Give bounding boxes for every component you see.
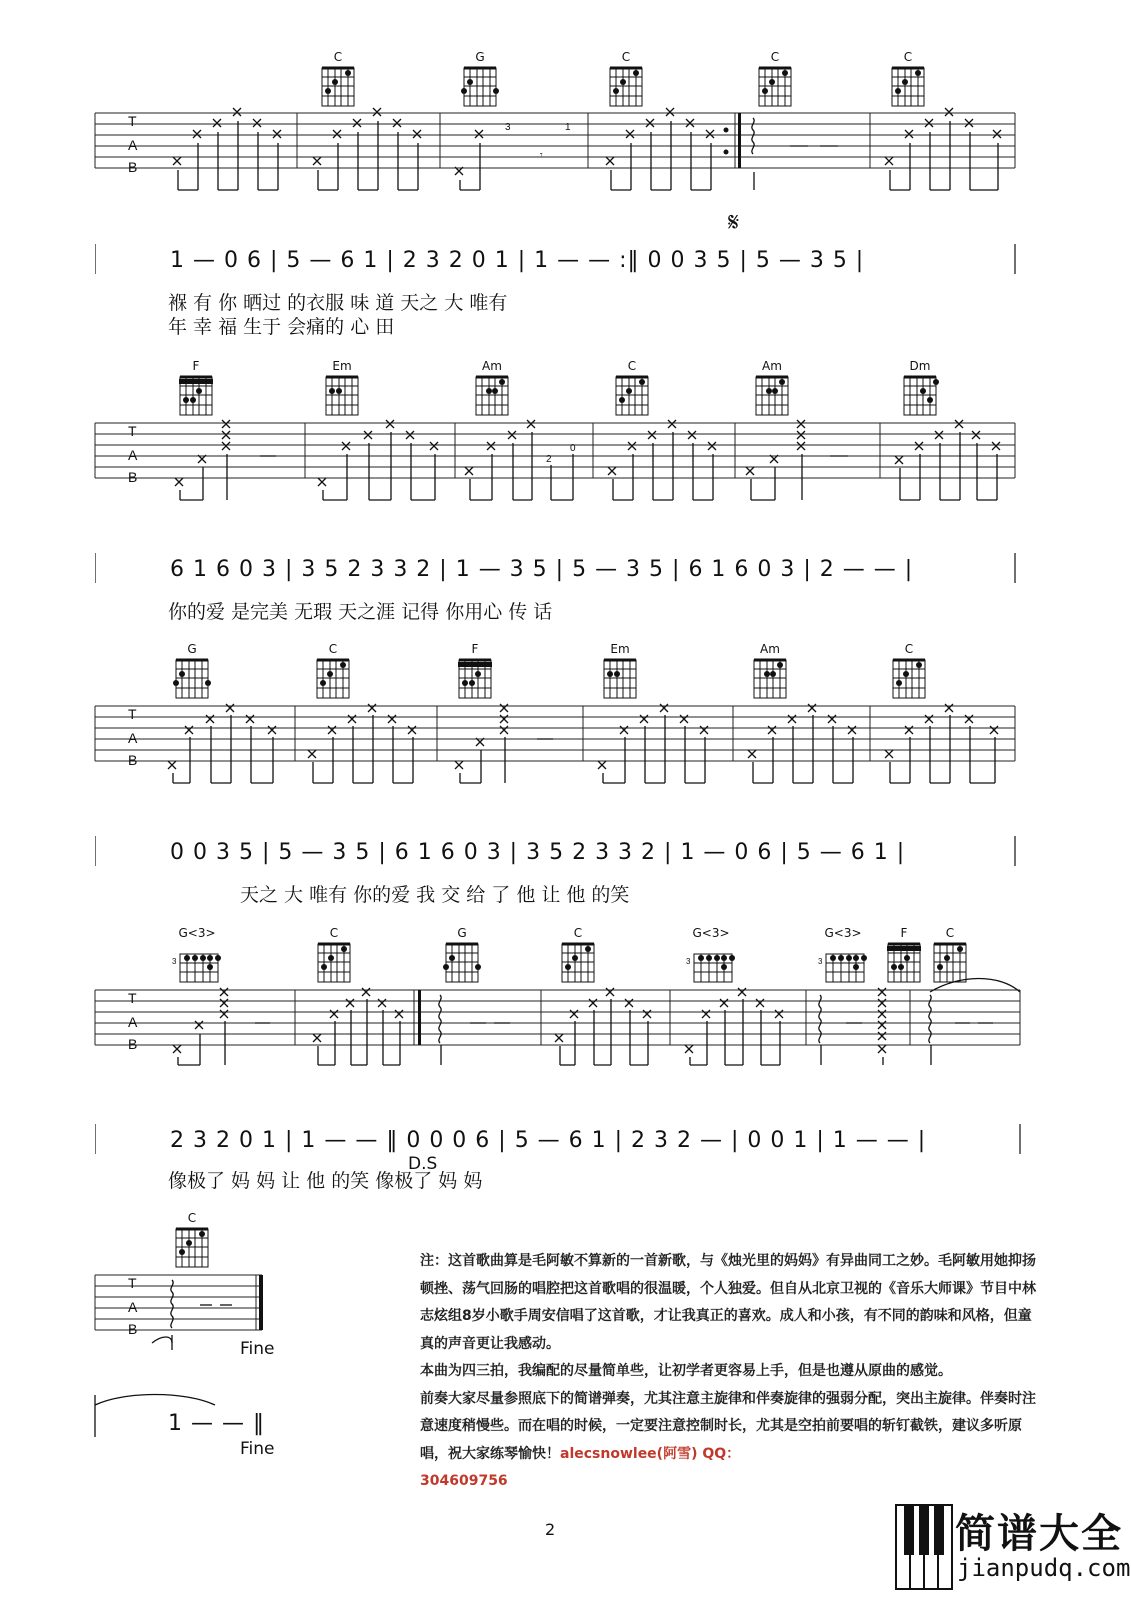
jianpu-notes: 1 — — ‖ (168, 1411, 265, 1436)
chord-grid-icon (889, 656, 929, 702)
chord-diagram (455, 642, 495, 706)
chord-name: C (333, 50, 343, 64)
page-number: 2 (545, 1520, 556, 1539)
chord-name: C (627, 359, 637, 373)
jianpu-notes: 1 — 0 6 | 5 — 6 1 | 2 3 2 0 1 | 1 — — :‖ 0 0 3 5 | 5 — 3 5 | (170, 248, 865, 273)
chord-name: G<3> (824, 926, 862, 940)
chord-name: G<3> (692, 926, 730, 940)
tab-staff-2 (0, 355, 1131, 515)
chord-grid-icon (176, 373, 216, 419)
chord-name: Em (610, 642, 630, 656)
notes-paragraph-3 (420, 1386, 1040, 1469)
svg-text:T: T (128, 706, 137, 722)
system-1 (0, 0, 1131, 340)
chord-name: Am (482, 359, 502, 373)
svg-text:A: A (128, 137, 138, 153)
chord-grid-icon (472, 373, 512, 419)
chord-grid-icon (322, 373, 362, 419)
chord-diagram (606, 50, 646, 114)
svg-text:A: A (128, 447, 138, 463)
chord-diagram (600, 642, 640, 706)
svg-text:T: T (128, 990, 137, 1006)
notes-paragraph-2: 本曲为四三拍，我编配的尽量简单些，让初学者更容易上手，但是也遵从原曲的感觉。 (420, 1363, 952, 1379)
jianpu-notes: 2 3 2 0 1 | 1 — — ‖ 0 0 0 6 | 5 — 6 1 | 2 3 2 — | 0 0 1 | 1 — — | (170, 1128, 927, 1153)
lyrics-line-1: 像极了 妈 妈 让 他 的笑 像极了 妈 妈 (168, 1170, 483, 1192)
chord-diagram (612, 359, 652, 423)
svg-text:3: 3 (505, 122, 511, 133)
segno-sign: 𝄋 (728, 208, 740, 238)
chord-name: Am (760, 642, 780, 656)
site-logo[interactable] (895, 1500, 1131, 1595)
chord-name: C (187, 1211, 197, 1225)
chord-name: C (903, 50, 913, 64)
chord-grid-icon (442, 940, 482, 986)
chord-name: C (573, 926, 583, 940)
chord-grid-icon (750, 656, 790, 702)
author-credit: alecsnowlee(阿雪) QQ： (560, 1445, 741, 1462)
chord-diagram (172, 1211, 212, 1275)
chord-grid-icon (930, 940, 970, 986)
chord-name: G (475, 50, 485, 64)
numbered-notation-3 (95, 836, 1030, 872)
svg-text:B: B (128, 1036, 138, 1052)
fine-marker: Fine (240, 1439, 275, 1459)
chord-diagram (172, 642, 212, 706)
chord-name: F (192, 359, 200, 373)
chord-name: F (900, 926, 908, 940)
chord-name: C (328, 642, 338, 656)
logo-title: 简谱大全 (955, 1511, 1123, 1557)
chord-diagram (460, 50, 500, 114)
svg-text:T: T (128, 1275, 137, 1291)
chord-diagram (176, 359, 216, 423)
numbered-notation-2 (95, 553, 1030, 589)
chord-diagram (889, 642, 929, 706)
chord-grid-icon (752, 373, 792, 419)
chord-name: Am (762, 359, 782, 373)
chord-diagram (750, 642, 790, 706)
chord-diagram (318, 50, 358, 114)
chord-name: Dm (909, 359, 931, 373)
lyrics-line-2: 年 幸 福 生于 会痛的 心 田 (168, 316, 395, 338)
tab-staff-3 (0, 640, 1131, 800)
chord-diagram (752, 359, 792, 423)
chord-diagram (888, 50, 928, 114)
chord-grid-icon (686, 940, 736, 986)
chord-name: G<3> (178, 926, 216, 940)
chord-diagram (884, 926, 924, 990)
chord-grid-icon (172, 656, 212, 702)
chord-diagram (313, 642, 353, 706)
svg-text:B: B (128, 752, 138, 768)
notes-paragraph-1: 注：这首歌曲算是毛阿敏不算新的一首新歌，与《烛光里的妈妈》有异曲同工之妙。毛阿敏用她抑扬顿挫、荡气回肠的唱腔把这首歌唱的很温暖，个人独爱。但自从北京卫视的《音乐大师课》节目中林志炫组8岁小歌手周安信唱了这首歌，才让我真正的喜欢。成人和小孩，有不同的韵味和风格，但童真的声音更让我感动。 (420, 1253, 1036, 1352)
chord-grid-icon (606, 64, 646, 110)
svg-text:A: A (128, 1299, 138, 1315)
svg-text:𝄾: 𝄾 (540, 150, 543, 161)
chord-grid-icon (755, 64, 795, 110)
chord-diagram (755, 50, 795, 114)
chord-grid-icon (558, 940, 598, 986)
chord-name: C (945, 926, 955, 940)
chord-grid-icon (318, 64, 358, 110)
chord-grid-icon (888, 64, 928, 110)
chord-diagram (558, 926, 598, 990)
chord-grid-icon (172, 940, 222, 986)
arrangement-notes (420, 1248, 1040, 1496)
numbered-notation-1 (95, 244, 1030, 280)
chord-grid-icon (900, 373, 940, 419)
chord-diagram (314, 926, 354, 990)
chord-grid-icon (314, 940, 354, 986)
chord-diagram (472, 359, 512, 423)
chord-name: C (770, 50, 780, 64)
svg-text:B: B (128, 469, 138, 485)
fine-marker: Fine (240, 1339, 275, 1359)
chord-grid-icon (172, 1225, 212, 1271)
lyrics-line-1: 天之 大 唯有 你的爱 我 交 给 了 他 让 他 的笑 (240, 884, 630, 906)
chord-name: C (904, 642, 914, 656)
svg-text:B: B (128, 159, 138, 175)
chord-grid-icon (884, 940, 924, 986)
lyrics-line-1: 褓 有 你 晒过 的衣服 味 道 天之 大 唯有 (168, 292, 508, 314)
svg-text:B: B (128, 1321, 138, 1337)
chord-diagram (818, 926, 868, 990)
chord-diagram (172, 926, 222, 990)
chord-grid-icon (313, 656, 353, 702)
chord-diagram (442, 926, 482, 990)
jianpu-notes: 0 0 3 5 | 5 — 3 5 | 6 1 6 0 3 | 3 5 2 3 3 2 | 1 — 0 6 | 5 — 6 1 | (170, 840, 906, 865)
chord-diagram (900, 359, 940, 423)
piano-keys-icon (895, 1504, 953, 1590)
notes-paragraph-3-text: 前奏大家尽量参照底下的简谱弹奏，尤其注意主旋律和伴奏旋律的强弱分配，突出主旋律。伴奏时注意速度稍慢些。而在唱的时候，一定要注意控制时长，尤其是空拍前要唱的斩钉截铁，建议多听原唱，祝大家练琴愉快！ (420, 1390, 1036, 1462)
numbered-notation-4 (95, 1124, 1030, 1160)
svg-text:T: T (128, 423, 137, 439)
svg-text:3: 3 (818, 957, 823, 966)
lyrics-line-1: 你的爱 是完美 无瑕 天之涯 记得 你用心 传 话 (168, 601, 553, 623)
chord-grid-icon (455, 656, 495, 702)
jianpu-notes: 6 1 6 0 3 | 3 5 2 3 3 2 | 1 — 3 5 | 5 — 3 5 | 6 1 6 0 3 | 2 — — | (170, 557, 914, 582)
svg-text:T: T (128, 113, 137, 129)
chord-name: C (329, 926, 339, 940)
svg-text:0: 0 (570, 443, 576, 454)
svg-text:3: 3 (686, 957, 691, 966)
chord-grid-icon (600, 656, 640, 702)
tab-staff-1 (0, 0, 1131, 200)
system-3 (0, 640, 1131, 910)
chord-grid-icon (460, 64, 500, 110)
chord-diagram (686, 926, 736, 990)
svg-text:A: A (128, 1014, 138, 1030)
svg-text:3: 3 (172, 957, 177, 966)
system-4 (0, 920, 1131, 1200)
logo-url: jianpudq.com (957, 1554, 1131, 1582)
chord-name: G (457, 926, 467, 940)
chord-diagram (322, 359, 362, 423)
chord-name: C (621, 50, 631, 64)
ds-marker: D.S (408, 1154, 438, 1174)
svg-text:1: 1 (565, 122, 571, 133)
svg-text:2: 2 (546, 454, 552, 465)
system-2 (0, 355, 1131, 630)
chord-grid-icon (612, 373, 652, 419)
chord-grid-icon (818, 940, 868, 986)
chord-name: F (471, 642, 479, 656)
chord-diagram (930, 926, 970, 990)
chord-name: Em (332, 359, 352, 373)
author-qq: 304609756 (420, 1473, 508, 1489)
svg-text:A: A (128, 730, 138, 746)
chord-name: G (187, 642, 197, 656)
